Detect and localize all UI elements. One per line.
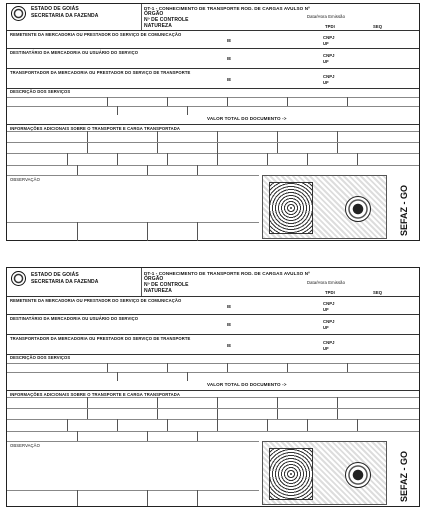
- services-label: DESCRIÇÃO DOS SERVIÇOS: [10, 355, 71, 360]
- services-label: DESCRIÇÃO DOS SERVIÇOS: [10, 89, 71, 94]
- state-coat-of-arms-icon: [11, 271, 26, 286]
- nature-label: NATUREZA: [144, 288, 172, 294]
- sefaz-security-stamp: [262, 441, 387, 505]
- orgao-label: ÓRGÃO: [144, 11, 164, 17]
- recipient-ie-label: IE: [227, 56, 232, 61]
- observation-label: OBSERVAÇÃO: [10, 177, 40, 182]
- total-value-label: VALOR TOTAL DO DOCUMENTO ->: [207, 116, 287, 121]
- agency-name: SECRETARIA DA FAZENDA: [31, 13, 99, 19]
- additional-info-label: INFORMAÇÕES ADICIONAIS SOBRE O TRANSPORTE E CARGA TRANSPORTADA: [10, 392, 181, 397]
- carrier-cnpj-label: CNPJ: [323, 74, 335, 79]
- document-title: DT-1 - CONHECIMENTO DE TRANSPORTE ROD. DE CARGAS AVULSO Nº: [144, 6, 310, 11]
- recipient-cnpj-label: CNPJ: [323, 53, 335, 58]
- seal-icon: [345, 462, 371, 488]
- recipient-ie-label: IE: [227, 322, 232, 327]
- sender-label: REMETENTE DA MERCADORIA OU PRESTADOR DO SERVIÇO DE COMUNICAÇÃO: [10, 298, 182, 303]
- sender-uf-label: UF: [323, 307, 329, 312]
- carrier-ie-label: IE: [227, 77, 232, 82]
- ornament-pattern-icon: [269, 182, 313, 234]
- control-number-label: Nº DE CONTROLE: [144, 17, 189, 23]
- tpdi-label: TPDI: [325, 290, 335, 295]
- recipient-cnpj-label: CNPJ: [323, 319, 335, 324]
- issue-date-label: Data/Hora Emissão: [307, 14, 346, 19]
- ornament-pattern-icon: [269, 448, 313, 500]
- sender-uf-label: UF: [323, 41, 329, 46]
- state-coat-of-arms-icon: [11, 6, 26, 21]
- state-name: ESTADO DE GOIÁS: [31, 272, 79, 278]
- transport-form-top: [6, 3, 420, 241]
- nature-label: NATUREZA: [144, 23, 172, 29]
- document-title: DT-1 - CONHECIMENTO DE TRANSPORTE ROD. DE CARGAS AVULSO Nº: [144, 271, 310, 276]
- sender-ie-label: IE: [227, 304, 232, 309]
- transport-form-bottom: [6, 267, 420, 507]
- carrier-label: TRANSPORTADOR DA MERCADORIA OU PRESTADOR DO SERVIÇO DE TRANSPORTE: [10, 70, 191, 75]
- sender-cnpj-label: CNPJ: [323, 301, 335, 306]
- seq-label: SEQ: [373, 24, 383, 29]
- carrier-uf-label: UF: [323, 80, 329, 85]
- tpdi-label: TPDI: [325, 24, 335, 29]
- recipient-label: DESTINATÁRIO DA MERCADORIA OU USUÁRIO DO SERVIÇO: [10, 316, 139, 321]
- sender-ie-label: IE: [227, 38, 232, 43]
- carrier-ie-label: IE: [227, 343, 232, 348]
- sefaz-go-vertical-text: SEFAZ - GO: [399, 184, 409, 236]
- recipient-uf-label: UF: [323, 59, 329, 64]
- carrier-label: TRANSPORTADOR DA MERCADORIA OU PRESTADOR DO SERVIÇO DE TRANSPORTE: [10, 336, 191, 341]
- sender-cnpj-label: CNPJ: [323, 35, 335, 40]
- additional-info-label: INFORMAÇÕES ADICIONAIS SOBRE O TRANSPORTE E CARGA TRANSPORTADA: [10, 126, 181, 131]
- sefaz-security-stamp: [262, 175, 387, 239]
- agency-name: SECRETARIA DA FAZENDA: [31, 279, 99, 285]
- seq-label: SEQ: [373, 290, 383, 295]
- control-number-label: Nº DE CONTROLE: [144, 282, 189, 288]
- carrier-cnpj-label: CNPJ: [323, 340, 335, 345]
- issue-date-label: Data/Hora Emissão: [307, 280, 346, 285]
- observation-label: OBSERVAÇÃO: [10, 443, 40, 448]
- sefaz-go-vertical-text: SEFAZ - GO: [399, 450, 409, 502]
- carrier-uf-label: UF: [323, 346, 329, 351]
- sender-label: REMETENTE DA MERCADORIA OU PRESTADOR DO SERVIÇO DE COMUNICAÇÃO: [10, 32, 182, 37]
- state-name: ESTADO DE GOIÁS: [31, 6, 79, 12]
- total-value-label: VALOR TOTAL DO DOCUMENTO ->: [207, 382, 287, 387]
- recipient-label: DESTINATÁRIO DA MERCADORIA OU USUÁRIO DO SERVIÇO: [10, 50, 139, 55]
- orgao-label: ÓRGÃO: [144, 276, 164, 282]
- seal-icon: [345, 196, 371, 222]
- recipient-uf-label: UF: [323, 325, 329, 330]
